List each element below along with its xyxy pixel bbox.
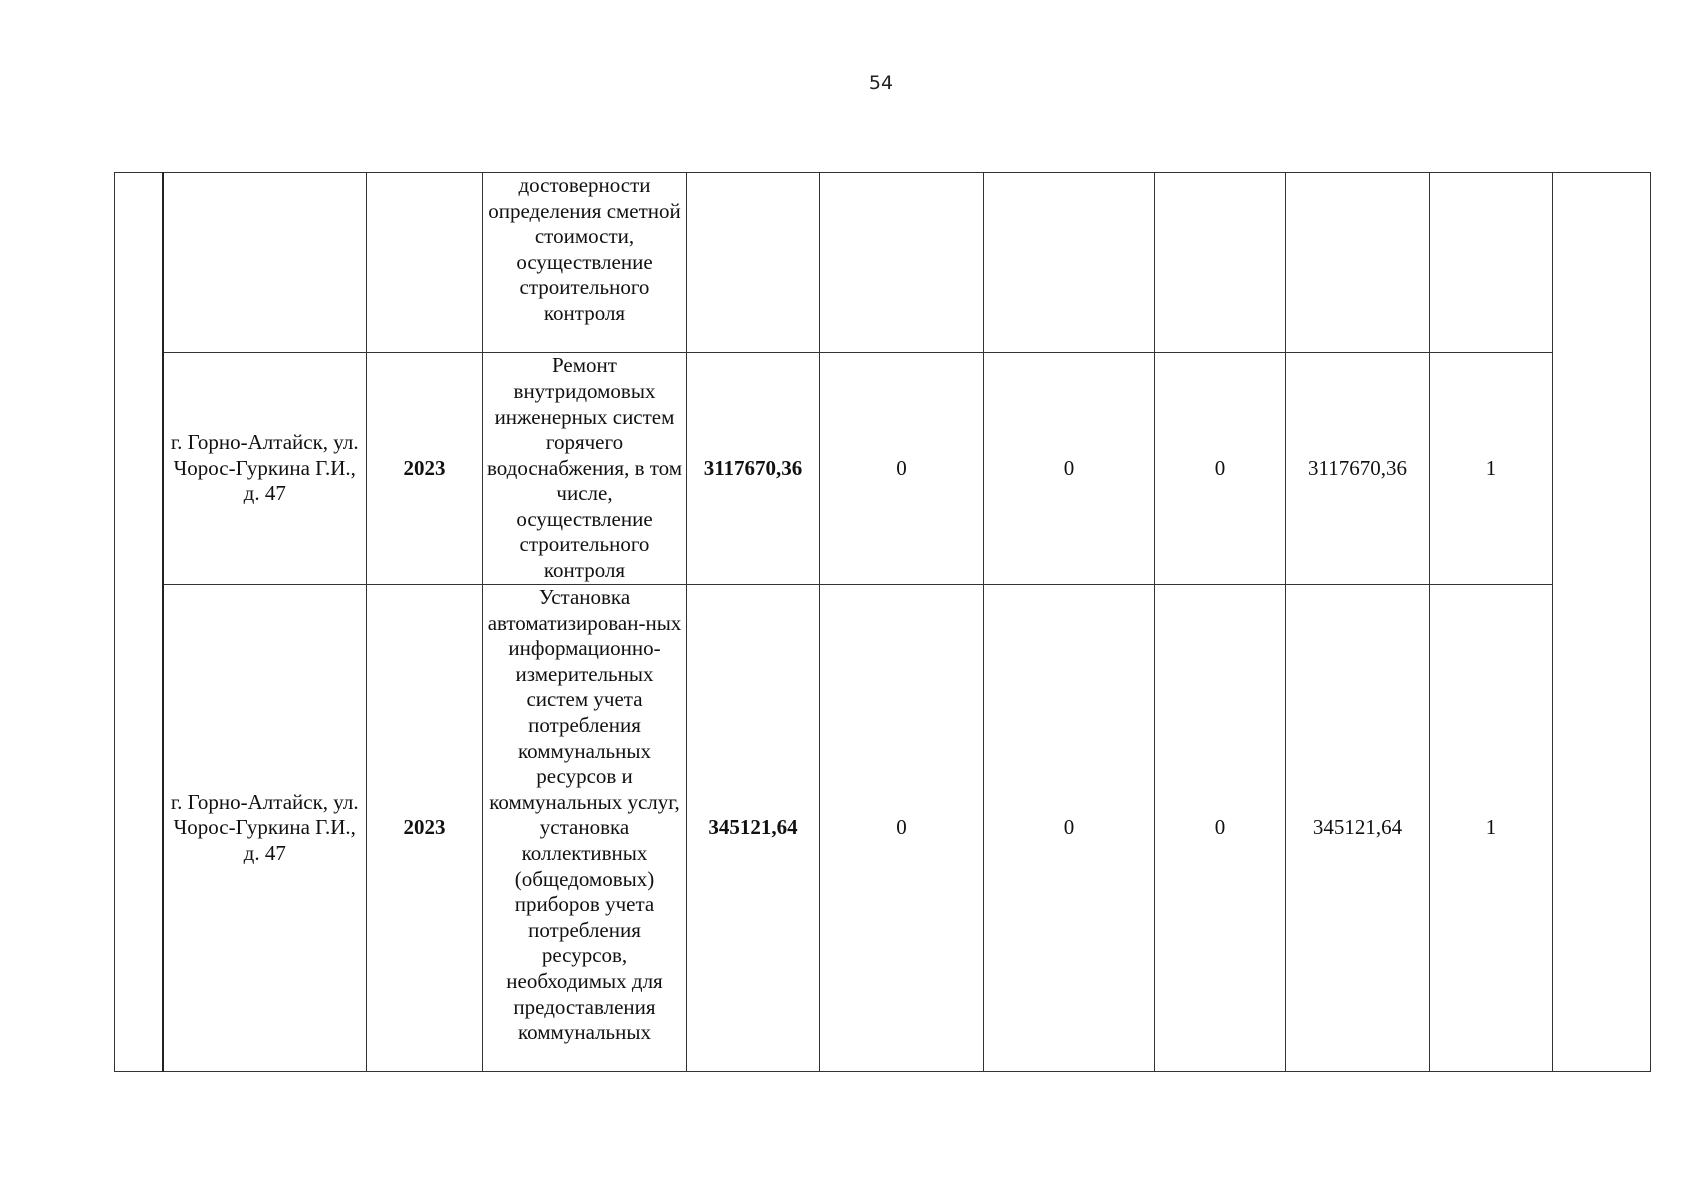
works-table	[114, 172, 1651, 1072]
cost-cell: 0	[984, 353, 1155, 585]
count-cell	[1430, 173, 1553, 353]
cost-cell	[984, 173, 1155, 353]
row-number-cell	[115, 173, 163, 1072]
table-row	[115, 353, 1651, 585]
address-cell: г. Горно-Алтайск, ул. Чорос-Гуркина Г.И., д. 47	[163, 585, 367, 1072]
cost-cell: 0	[820, 353, 984, 585]
cost-cell: 0	[1155, 353, 1286, 585]
count-cell: 1	[1430, 585, 1553, 1072]
year-cell: 2023	[367, 585, 483, 1072]
page-number: 54	[868, 72, 894, 94]
cost-cell: 345121,64	[1286, 585, 1430, 1072]
cost-cell	[1286, 173, 1430, 353]
work-type-cell: Ремонт внутридомовых инженерных систем горячего водоснабжения, в том числе, осуществление строительного контроля	[483, 353, 687, 585]
address-cell	[163, 173, 367, 353]
work-type-cell: Установка автоматизирован-ных информационно-измерительных систем учета потребления коммунальных ресурсов и коммунальных услуг, установка коллективных (общедомовых) приборов учета потребления ресурсов, необходимых для предоставления коммунальных	[483, 585, 687, 1072]
table-row	[115, 585, 1651, 1072]
cost-cell: 0	[1155, 585, 1286, 1072]
year-cell: 2023	[367, 353, 483, 585]
cost-cell: 3117670,36	[1286, 353, 1430, 585]
cost-cell	[820, 173, 984, 353]
total-cost-cell: 3117670,36	[687, 353, 820, 585]
cost-cell	[1155, 173, 1286, 353]
total-cost-cell	[687, 173, 820, 353]
address-cell: г. Горно-Алтайск, ул. Чорос-Гуркина Г.И., д. 47	[163, 353, 367, 585]
total-cost-cell: 345121,64	[687, 585, 820, 1072]
table-row	[115, 173, 1651, 353]
trailing-cell	[1553, 173, 1651, 1072]
work-type-cell: достоверности определения сметной стоимости, осуществление строительного контроля	[483, 173, 687, 353]
cost-cell: 0	[820, 585, 984, 1072]
cost-cell: 0	[984, 585, 1155, 1072]
year-cell	[367, 173, 483, 353]
count-cell: 1	[1430, 353, 1553, 585]
